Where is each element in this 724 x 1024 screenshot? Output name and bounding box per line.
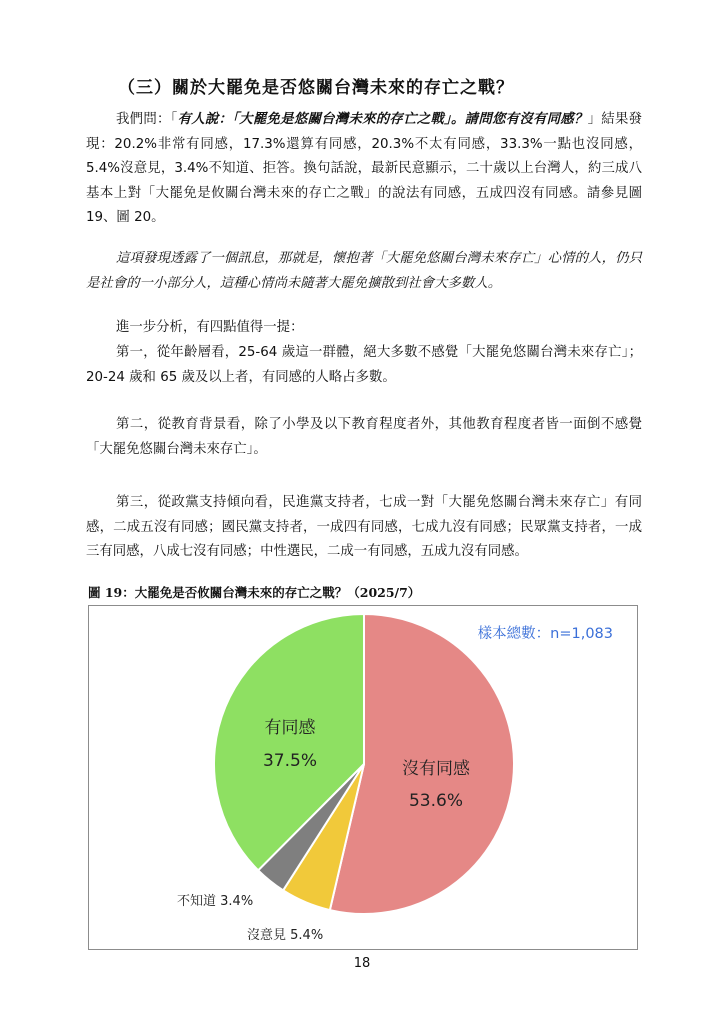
slice-label-disagree: 沒有同感 [402, 759, 470, 779]
paragraph-results-lead: 我們問：「 [116, 112, 178, 127]
section-title: （三）關於大罷免是否悠關台灣未來的存亡之戰？ [118, 78, 514, 98]
paragraph-point-party-text: 第三，從政黨支持傾向看，民進黨支持者，七成一對「大罷免悠關台灣未來存亡」有同感，二成五沒有同感；國民黨支持者，一成四有同感，七成九沒有同感；民眾黨支持者，一成三有同感，八成七沒有同感；中性選民，二成一有同感，五成九沒有同感。 [86, 495, 642, 559]
figure-box [88, 605, 638, 950]
paragraph-analysis-intro-text: 進一步分析，有四點值得一提： [116, 320, 304, 335]
slice-label-no-opinion [247, 928, 323, 943]
paragraph-results-body: 」結果發現：20.2%非常有同感，17.3%還算有同感，20.3%不太有同感，33.3%一點也沒同感，5.4%沒意見，3.4%不知道、拒答。換句話說，最新民意顯示，二十歲以上台灣人，約三成八基本上對「大罷免是攸關台灣未來的存亡之戰」的說法有同感，五成四沒有同感。請參見圖 19、圖 20。 [86, 112, 642, 225]
paragraph-insight [86, 247, 642, 296]
pie-chart [89, 606, 637, 949]
paragraph-results [86, 108, 642, 231]
paragraph-point-education [86, 413, 642, 462]
slice-label-unknown-name: 不知道 [177, 894, 217, 909]
survey-question-quote: 有人說：「大罷免是悠關台灣未來的存亡之戰」。請問您有沒有同感？ [177, 112, 588, 127]
paragraph-point-age-text: 第一，從年齡層看，25-64 歲這一群體，絕大多數不感覺「大罷免悠關台灣未來存亡」；20-24 歲和 65 歲及以上者，有同感的人略占多數。 [86, 345, 642, 385]
sample-size-note: 樣本總數：n=1,083 [477, 626, 613, 642]
paragraph-insight-text: 這項發現透露了一個訊息，那就是，懷抱著「大罷免悠關台灣未來存亡」心情的人，仍只是社會的一小部分人，這種心情尚未隨著大罷免擴散到社會大多數人。 [86, 251, 642, 291]
paragraph-point-party [86, 491, 642, 565]
slice-value-agree: 37.5% [262, 751, 318, 771]
figure-caption: 圖 19：大罷免是否攸關台灣未來的存亡之戰？（2025/7） [88, 585, 421, 600]
slice-value-disagree: 53.6% [408, 791, 464, 811]
paragraph-point-age [86, 341, 642, 390]
slice-label-unknown-value: 3.4% [220, 894, 254, 909]
paragraph-point-education-text: 第二，從教育背景看，除了小學及以下教育程度者外，其他教育程度者皆一面倒不感覺「大罷免悠關台灣未來存亡」。 [86, 417, 642, 457]
paragraph-analysis-intro [86, 316, 642, 341]
slice-label-no-opinion-name: 沒意見 [247, 928, 287, 943]
slice-label-agree: 有同感 [264, 718, 316, 738]
slice-label-no-opinion-value: 5.4% [290, 928, 324, 943]
page-number: 18 [353, 956, 371, 971]
slice-label-unknown [177, 894, 253, 909]
